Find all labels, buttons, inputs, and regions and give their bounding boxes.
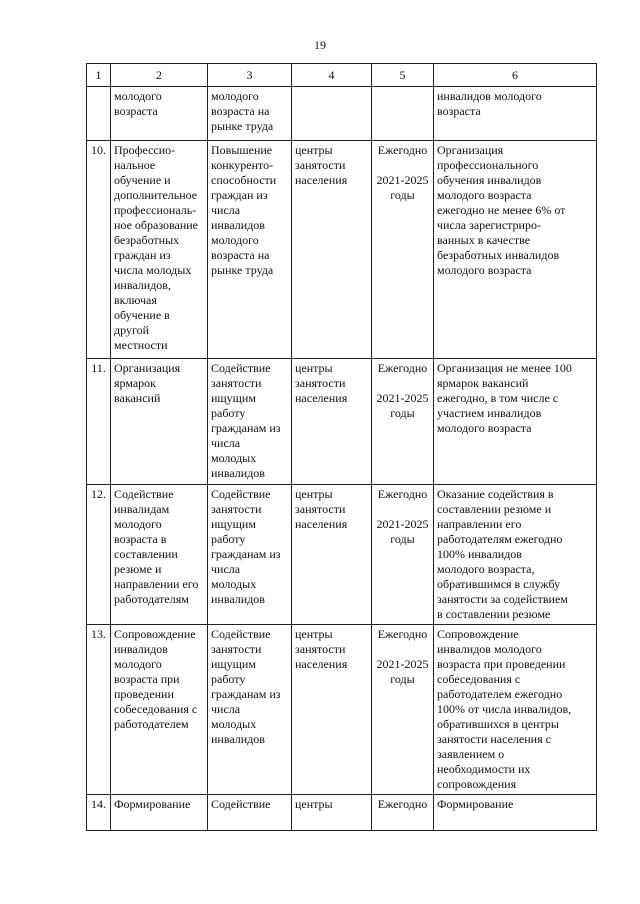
cell-line: необходимости их (437, 762, 531, 776)
cell-line: 2021-2025 (376, 391, 429, 405)
cell-line: работу (211, 406, 246, 420)
row-number (87, 87, 111, 141)
cell-line: занятости (295, 376, 346, 390)
cell-line: включая (114, 293, 157, 307)
cell-line: другой (114, 323, 149, 337)
cell-line: ищущим (211, 657, 256, 671)
row-number: 10. (87, 141, 111, 359)
cell-line: занятости населения с (437, 732, 551, 746)
cell-line: занятости (211, 376, 262, 390)
row-number: 14. (87, 795, 111, 831)
goal-cell (208, 485, 292, 625)
measure-cell (111, 625, 208, 795)
cell-line: населения (295, 391, 348, 405)
cell-line: обучение и (114, 173, 171, 187)
executor-cell (292, 795, 372, 831)
goal-cell (208, 359, 292, 485)
table-row (87, 141, 597, 359)
cell-line: работу (211, 672, 246, 686)
period-cell (372, 795, 434, 831)
cell-line: обратившимся в службу (437, 577, 561, 591)
cell-line: инвалидов (211, 218, 265, 232)
cell-line: Ежегодно (377, 797, 428, 811)
period-cell (372, 87, 434, 141)
cell-line: занятости (295, 158, 346, 172)
cell-line: молодого (114, 517, 162, 531)
goal-cell (208, 141, 292, 359)
cell-line: заявлением о (437, 747, 505, 761)
cell-line: числа (211, 702, 241, 716)
cell-line: занятости (211, 642, 262, 656)
cell-line: числа зарегистриро- (437, 218, 541, 232)
cell-line (375, 376, 430, 391)
cell-line (375, 642, 430, 657)
cell-line: Содействие (211, 487, 271, 501)
cell-line: составлении (114, 547, 178, 561)
cell-line: ежегодно, в том числе с (437, 391, 559, 405)
cell-line: занятости (295, 642, 346, 656)
cell-line: ванных в качестве (437, 233, 531, 247)
cell-line: молодого (114, 657, 162, 671)
cell-line: возраста на (211, 104, 270, 118)
executor-cell (292, 141, 372, 359)
cell-line: инвалидов (211, 466, 265, 480)
cell-line: ежегодно не менее 6% от (437, 203, 566, 217)
executor-cell (292, 625, 372, 795)
cell-line: молодого возраста (437, 263, 532, 277)
cell-line: населения (295, 517, 348, 531)
goal-cell (208, 87, 292, 141)
cell-line: годы (390, 406, 415, 420)
cell-line: Организация (437, 143, 504, 157)
cell-line: Профессио- (114, 143, 176, 157)
cell-line: ярмарок вакансий (437, 376, 529, 390)
table-row (87, 359, 597, 485)
cell-line: занятости (295, 502, 346, 516)
cell-line: инвалидов, (114, 278, 171, 292)
cell-line: молодого (211, 233, 259, 247)
cell-line: работодателем (114, 717, 189, 731)
cell-line: проведении (114, 687, 174, 701)
cell-line: Ежегодно (377, 627, 428, 641)
cell-line: ное образование (114, 218, 198, 232)
cell-line: участием инвалидов (437, 406, 542, 420)
result-cell (434, 141, 597, 359)
cell-line: инвалидов (211, 732, 265, 746)
result-cell (434, 87, 597, 141)
table-header-row (87, 64, 597, 87)
cell-line: граждан из (211, 188, 268, 202)
cell-line: работодателям (114, 592, 189, 606)
result-cell (434, 485, 597, 625)
cell-line: конкуренто- (211, 158, 274, 172)
cell-line (375, 502, 430, 517)
cell-line: населения (295, 173, 348, 187)
cell-line: годы (390, 532, 415, 546)
cell-line: работодателем ежегодно (437, 687, 563, 701)
cell-line: вакансий (114, 391, 161, 405)
cell-line: безработных (114, 233, 180, 247)
cell-line: гражданам из (211, 687, 281, 701)
cell-line: молодых (211, 577, 257, 591)
cell-line: молодого (114, 89, 162, 103)
cell-line: числа молодых (114, 263, 192, 277)
cell-line: занятости за содействием (437, 592, 568, 606)
cell-line: возраста (437, 104, 481, 118)
cell-line: работодателям ежегодно (437, 532, 563, 546)
cell-line: ищущим (211, 517, 256, 531)
cell-line: составлении резюме и (437, 502, 552, 516)
cell-line: Сопровождение (114, 627, 196, 641)
cell-line: молодого возраста (437, 421, 532, 435)
cell-line: 2021-2025 (376, 173, 429, 187)
cell-line: Содействие (211, 361, 271, 375)
period-cell (372, 625, 434, 795)
period-cell (372, 359, 434, 485)
cell-line: центры (295, 797, 333, 811)
cell-line: гражданам из (211, 547, 281, 561)
cell-line: числа (211, 562, 241, 576)
header-cell-4: 4 (292, 64, 372, 87)
cell-line: занятости (211, 502, 262, 516)
cell-line: годы (390, 188, 415, 202)
result-cell (434, 625, 597, 795)
period-cell (372, 485, 434, 625)
cell-line: возраста (114, 104, 158, 118)
result-cell (434, 359, 597, 485)
measure-cell (111, 141, 208, 359)
executor-cell (292, 359, 372, 485)
cell-line: инвалидов молодого (437, 89, 542, 103)
cell-line: числа (211, 436, 241, 450)
table-row (87, 87, 597, 141)
page-number: 19 (314, 38, 326, 52)
cell-line: молодого возраста (437, 188, 532, 202)
cell-line: местности (114, 338, 168, 352)
cell-line: инвалидам (114, 502, 170, 516)
cell-line: рынке труда (211, 119, 274, 133)
cell-line: Сопровождение (437, 627, 519, 641)
cell-line: 100% от числа инвалидов, (437, 702, 572, 716)
cell-line: ищущим (211, 391, 256, 405)
header-cell-1: 1 (87, 64, 111, 87)
cell-line: инвалидов (211, 592, 265, 606)
cell-line: Формирование (437, 797, 514, 811)
cell-line: Повышение (211, 143, 273, 157)
cell-line: центры (295, 627, 333, 641)
result-cell (434, 795, 597, 831)
cell-line: Ежегодно (377, 361, 428, 375)
table-row (87, 795, 597, 831)
cell-line: ярмарок (114, 376, 157, 390)
cell-line: центры (295, 487, 333, 501)
cell-line: центры (295, 143, 333, 157)
cell-line: сопровождения (437, 777, 517, 791)
cell-line: инвалидов молодого (437, 642, 542, 656)
cell-line: молодых (211, 717, 257, 731)
cell-line: центры (295, 361, 333, 375)
table-row (87, 485, 597, 625)
header-cell-2: 2 (111, 64, 208, 87)
cell-line: направлении его (114, 577, 199, 591)
cell-line: в составлении резюме (437, 607, 551, 621)
cell-line: молодого (211, 89, 259, 103)
header-cell-3: 3 (208, 64, 292, 87)
cell-line: возраста в (114, 532, 167, 546)
cell-line: возраста при проведении (437, 657, 566, 671)
cell-line: собеседования с (437, 672, 521, 686)
measure-cell (111, 87, 208, 141)
executor-cell (292, 87, 372, 141)
cell-line: обучение в (114, 308, 170, 322)
cell-line: работу (211, 532, 246, 546)
measure-cell (111, 359, 208, 485)
goal-cell (208, 625, 292, 795)
cell-line: молодых (211, 451, 257, 465)
row-number: 12. (87, 485, 111, 625)
goal-cell (208, 795, 292, 831)
cell-line: Оказание содействия в (437, 487, 554, 501)
measures-table (86, 63, 597, 831)
cell-line: Ежегодно (377, 143, 428, 157)
cell-line: 2021-2025 (376, 657, 429, 671)
cell-line: возраста при (114, 672, 180, 686)
cell-line: Ежегодно (377, 487, 428, 501)
cell-line: дополнительное (114, 188, 198, 202)
period-cell (372, 141, 434, 359)
cell-line (375, 158, 430, 173)
cell-line: профессионального (437, 158, 539, 172)
cell-line: числа (211, 203, 241, 217)
header-cell-5: 5 (372, 64, 434, 87)
header-cell-6: 6 (434, 64, 597, 87)
cell-line: годы (390, 672, 415, 686)
measure-cell (111, 485, 208, 625)
executor-cell (292, 485, 372, 625)
cell-line: возраста на (211, 248, 270, 262)
cell-line: населения (295, 657, 348, 671)
cell-line: 100% инвалидов (437, 547, 522, 561)
cell-line: способности (211, 173, 277, 187)
cell-line: направлении его (437, 517, 522, 531)
cell-line: рынке труда (211, 263, 274, 277)
cell-line: гражданам из (211, 421, 281, 435)
measure-cell (111, 795, 208, 831)
cell-line: молодого возраста, (437, 562, 535, 576)
cell-line: нальное (114, 158, 156, 172)
cell-line: безработных инвалидов (437, 248, 560, 262)
cell-line: Организация не менее 100 (437, 361, 572, 375)
cell-line: Содействие (211, 797, 271, 811)
cell-line: обратившихся в центры (437, 717, 559, 731)
cell-line: 2021-2025 (376, 517, 429, 531)
cell-line: Формирование (114, 797, 191, 811)
table-row (87, 625, 597, 795)
cell-line: профессиональ- (114, 203, 197, 217)
row-number: 13. (87, 625, 111, 795)
cell-line: Содействие (211, 627, 271, 641)
cell-line: резюме и (114, 562, 162, 576)
cell-line: обучения инвалидов (437, 173, 542, 187)
cell-line: Организация (114, 361, 181, 375)
cell-line: собеседования с (114, 702, 198, 716)
cell-line: Содействие (114, 487, 174, 501)
cell-line: инвалидов (114, 642, 168, 656)
cell-line: граждан из (114, 248, 171, 262)
row-number: 11. (87, 359, 111, 485)
